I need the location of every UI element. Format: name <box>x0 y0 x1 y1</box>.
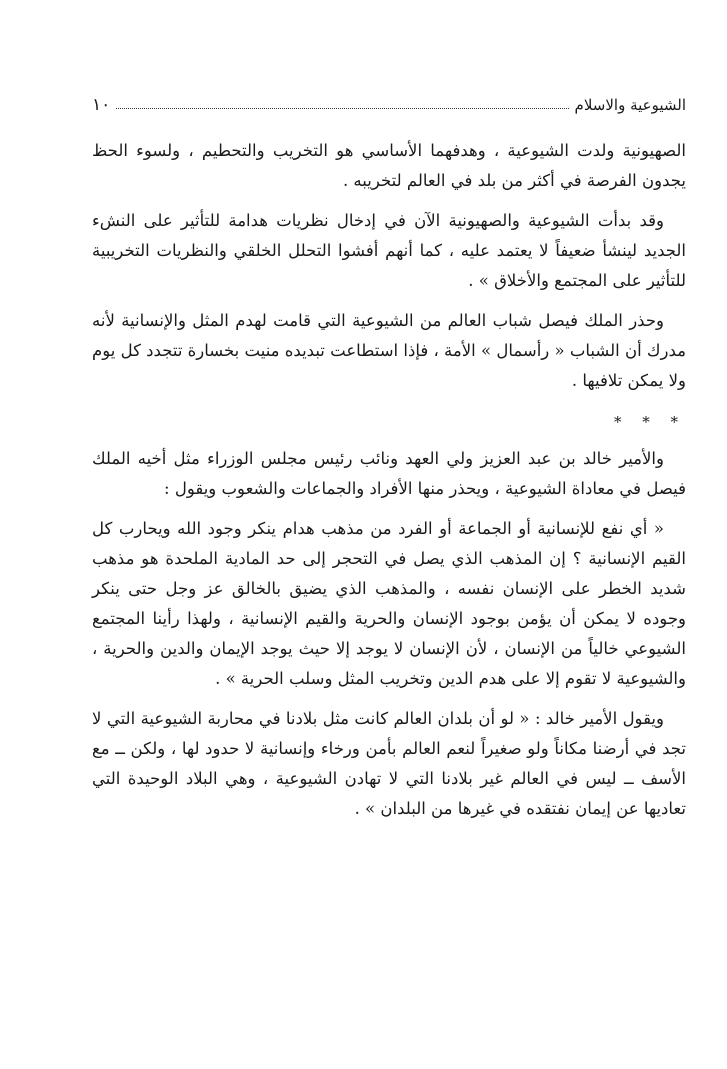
quote-paragraph: « أي نفع للإنسانية أو الجماعة أو الفرد من مذهب هدام ينكر وجود الله ويحارب كل القيم الإنسانية ؟ إن المذهب الذي يصل في التحجر إلى حد المادية الملحدة هو مذهب شديد الخطر على الإنسان نفسه ، والمذهب الذي يضيق بالخالق عز وجل حتى ينكر وجوده لا يمكن أن يؤمن بوجود الإنسان والحرية والقيم الإنسانية ، ولهذا رأينا المجتمع الشيوعي خالياً من الإنسان ، لأن الإنسان لا يوجد إلا حيث يوجد الإيمان والدين والحرية ، والشيوعية لا تقوم إلا على هدم الدين وتخريب المثل وسلب الحرية » . <box>92 519 686 688</box>
paragraph: والأمير خالد بن عبد العزيز ولي العهد ونائب رئيس مجلس الوزراء مثل أخيه الملك فيصل في معاداة الشيوعية ، ويحذر منها الأفراد والجماعات والشعوب ويقول : <box>92 449 686 498</box>
paragraph: وقد بدأت الشيوعية والصهيونية الآن في إدخال نظريات هدامة للتأثير على النشء الجديد لينشأ ضعيفاً لا يعتمد عليه ، كما أنهم أفشوا التحلل الخلقي والنظريات التخريبية للتأثير على المجتمع والأخلاق » . <box>92 211 686 290</box>
section-separator: * * * <box>613 413 686 431</box>
paragraph: الصهيونية ولدت الشيوعية ، وهدفهما الأساسي هو التخريب والتحطيم ، ولسوء الحظ يجدون الفرصة في أكثر من بلد في العالم لتخريبه . <box>92 141 686 190</box>
paragraph: وحذر الملك فيصل شباب العالم من الشيوعية التي قامت لهدم المثل والإنسانية لأنه مدرك أن الشباب « رأسمال » الأمة ، فإذا استطاعت تبديده منيت بخسارة تتجدد كل يوم ولا يمكن تلافيها . <box>92 311 686 390</box>
book-title: الشيوعية والاسلام <box>574 96 686 114</box>
body-text <box>92 136 686 834</box>
running-header <box>92 90 686 120</box>
header-dotted-leader <box>116 107 568 109</box>
paragraph: ويقول الأمير خالد : « لو أن بلدان العالم كانت مثل بلادنا في محاربة الشيوعية التي لا تجد في أرضنا مكاناً ولو صغيراً لنعم العالم بأمن ورخاء وإنسانية لا حدود لها ، ولكن ــ مع الأسف ــ ليس في العالم غير بلادنا التي لا تهادن الشيوعية ، وهي البلاد الوحيدة التي تعاديها عن إيمان نفتقده في غيرها من البلدان » . <box>92 709 686 818</box>
page-number: ١٠ <box>92 95 111 115</box>
